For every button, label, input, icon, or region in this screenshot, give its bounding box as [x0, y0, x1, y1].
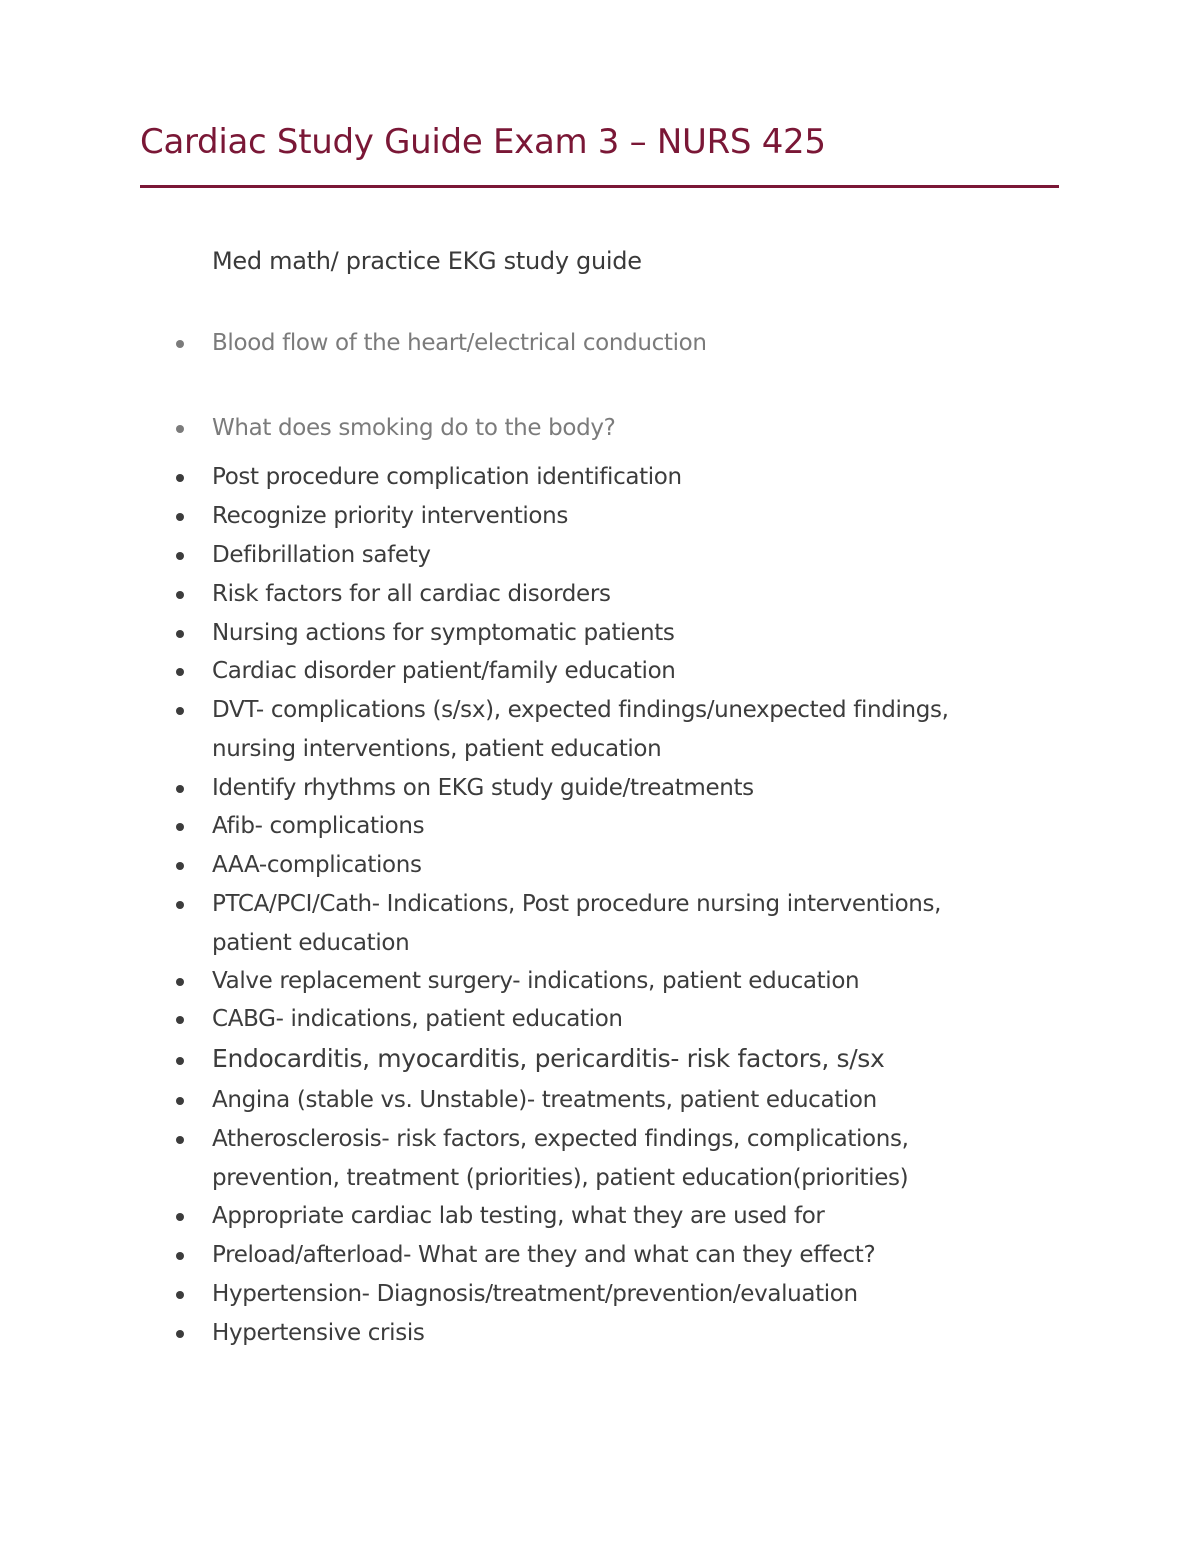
list-item-text: Afib- complications — [212, 813, 425, 839]
list-item — [172, 1000, 1052, 1039]
list-item-text: Hypertensive crisis — [212, 1320, 425, 1346]
list-item — [172, 1275, 1052, 1314]
bullet-icon — [176, 901, 184, 909]
list-item-text: Post procedure complication identification — [212, 464, 682, 490]
list-item-text: Preload/afterload- What are they and what can they effect? — [212, 1242, 876, 1268]
bullet-icon — [176, 1057, 184, 1065]
list-item-text: Nursing actions for symptomatic patients — [212, 620, 675, 646]
list-item-text: Valve replacement surgery- indications, patient education — [212, 968, 860, 994]
list-item — [172, 769, 1052, 808]
bullet-icon — [176, 1252, 184, 1260]
title-underline — [140, 185, 1059, 188]
bullet-icon — [176, 862, 184, 870]
list-item — [172, 1120, 1052, 1197]
bullet-icon — [176, 425, 184, 433]
list-item-text: Blood flow of the heart/electrical conduction — [212, 330, 707, 356]
list-item — [172, 691, 1052, 768]
list-item — [172, 575, 1052, 614]
list-item — [172, 1040, 1052, 1079]
list-item-text: Hypertension- Diagnosis/treatment/prevention/evaluation — [212, 1281, 858, 1307]
list-item-text: Recognize priority interventions — [212, 503, 568, 529]
list-item-text: Defibrillation safety — [212, 542, 431, 568]
list-item — [172, 1197, 1052, 1236]
list-item-text: CABG- indications, patient education — [212, 1006, 623, 1032]
list-item — [172, 1314, 1052, 1353]
list-item-text: Atherosclerosis- risk factors, expected findings, complications, — [212, 1126, 909, 1152]
bullet-icon — [176, 978, 184, 986]
list-item — [172, 614, 1052, 653]
list-item-text-continuation: nursing interventions, patient education — [212, 735, 662, 762]
list-item-text: Cardiac disorder patient/family education — [212, 658, 676, 684]
bullet-icon — [176, 668, 184, 676]
list-item-text: Angina (stable vs. Unstable)- treatments, patient education — [212, 1087, 877, 1113]
list-item — [172, 652, 1052, 691]
list-item — [172, 536, 1052, 575]
list-item-text: What does smoking do to the body? — [212, 415, 616, 441]
list-item-text-continuation: prevention, treatment (priorities), patient education(priorities) — [212, 1164, 909, 1191]
list-item — [172, 1081, 1052, 1120]
list-item-text: AAA-complications — [212, 852, 422, 878]
list-item-text: Identify rhythms on EKG study guide/treatments — [212, 775, 754, 801]
bullet-icon — [176, 513, 184, 521]
bullet-icon — [176, 1330, 184, 1338]
bullet-icon — [176, 630, 184, 638]
bullet-icon — [176, 340, 184, 348]
list-item — [172, 324, 1052, 363]
bullet-icon — [176, 1097, 184, 1105]
list-item-text: PTCA/PCI/Cath- Indications, Post procedure nursing interventions, — [212, 891, 942, 917]
bullet-icon — [176, 1016, 184, 1024]
list-item — [172, 497, 1052, 536]
bullet-icon — [176, 474, 184, 482]
list-item — [172, 885, 1052, 962]
list-item — [172, 962, 1052, 1001]
list-item — [172, 409, 1052, 448]
list-item-text: Risk factors for all cardiac disorders — [212, 581, 611, 607]
bullet-icon — [176, 707, 184, 715]
document-title: Cardiac Study Guide Exam 3 – NURS 425 — [140, 122, 826, 162]
bullet-icon — [176, 823, 184, 831]
bullet-icon — [176, 552, 184, 560]
list-item — [172, 458, 1052, 497]
list-item-text: DVT- complications (s/sx), expected findings/unexpected findings, — [212, 697, 949, 723]
list-item — [172, 1236, 1052, 1275]
bullet-icon — [176, 785, 184, 793]
subheading: Med math/ practice EKG study guide — [212, 247, 642, 275]
list-item-text-continuation: patient education — [212, 929, 410, 956]
bullet-icon — [176, 591, 184, 599]
bullet-icon — [176, 1291, 184, 1299]
list-item — [172, 846, 1052, 885]
list-item-text: Appropriate cardiac lab testing, what they are used for — [212, 1203, 825, 1229]
list-item — [172, 807, 1052, 846]
list-item-text: Endocarditis, myocarditis, pericarditis- risk factors, s/sx — [212, 1044, 885, 1073]
bullet-icon — [176, 1136, 184, 1144]
bullet-icon — [176, 1213, 184, 1221]
